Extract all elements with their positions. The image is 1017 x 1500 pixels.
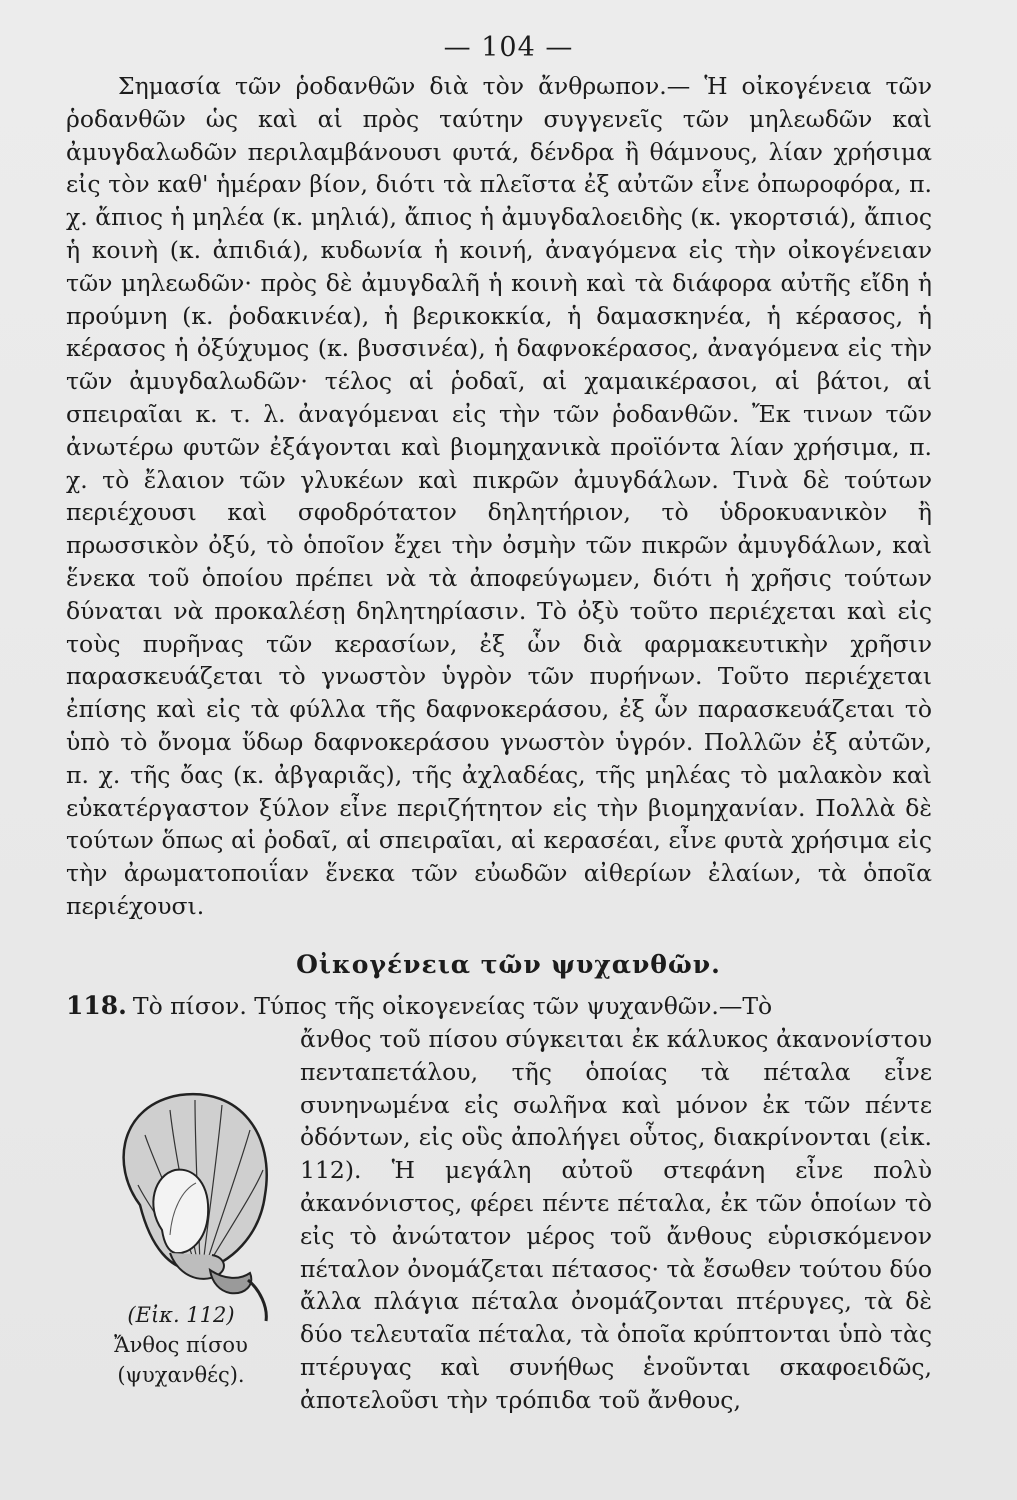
paragraph-118-heading: Τὸ πίσον. Τύπος τῆς οἰκογενείας τῶν ψυχανθῶν.—Τὸ: [132, 992, 773, 1020]
intro-paragraph: Σημασία τῶν ῥοδανθῶν διὰ τὸν ἄνθρωπον.— Ἡ οἰκογένεια τῶν ῥοδανθῶν ὡς καὶ αἱ πρὸς ταύτην συγγενεῖς τῶν μηλεωδῶν καὶ ἀμυγδαλωδῶν περιλαμβάνουσι φυτά, δένδρα ἢ θάμνους, λίαν χρήσιμα εἰς τὸν καθ' ἡμέραν βίον, διότι τὰ πλεῖστα ἐξ αὐτῶν εἶνε ὀπωροφόρα, π. χ. ἄπιος ἡ μηλέα (κ. μηλιά), ἄπιος ἡ ἀμυγδαλοειδὴς (κ. γκορτσιά), ἄπιος ἡ κοινὴ (κ. ἀπιδιά), κυδωνία ἡ κοινή, ἀναγόμενα εἰς τὴν οἰκογένειαν τῶν μηλεωδῶν· πρὸς δὲ ἀμυγδαλῆ ἡ κοινὴ καὶ τὰ διάφορα αὐτῆς εἴδη ἡ προύμνη (κ. ῥοδακινέα), ἡ βερικοκκία, ἡ δαμασκηνέα, ἡ κέρασος, ἡ κέρασος ἡ ὀξύχυμος (κ. βυσσινέα), ἡ δαφνοκέρασος, ἀναγόμενα εἰς τὴν τῶν ἀμυγδαλωδῶν· τέλος αἱ ῥοδαῖ, αἱ χαμαικέρασοι, αἱ βάτοι, αἱ σπειραῖαι κ. τ. λ. ἀναγόμεναι εἰς τὴν τῶν ῥοδανθῶν. Ἔκ τινων τῶν ἀνωτέρω φυτῶν ἐξάγονται καὶ βιομηχανικὰ προϊόντα λίαν χρήσιμα, π. χ. τὸ ἔλαιον τῶν γλυκέων καὶ πικρῶν ἀμυγδάλων. Τινὰ δὲ τούτων περιέχουσι καὶ σφοδρότατον δηλητήριον, τὸ ὑδροκυανικὸν ἢ πρωσσικὸν ὀξύ, τὸ ὁποῖον ἔχει τὴν ὀσμὴν τῶν πικρῶν ἀμυγδάλων, καὶ ἕνεκα τοῦ ὁποίου πρέπει νὰ τὰ ἀποφεύγωμεν, διότι ἡ χρῆσις τούτων δύναται νὰ προκαλέσῃ δηλητηρίασιν. Τὸ ὀξὺ τοῦτο περιέχεται καὶ εἰς τοὺς πυρῆνας τῶν κερασίων, ἐξ ὧν διὰ φαρμακευτικὴν χρῆσιν παρασκευάζεται τὸ γνωστὸν ὑγρὸν τῶν πυρήνων. Τοῦτο περιέχεται ἐπίσης καὶ εἰς τὰ φύλλα τῆς δαφνοκεράσου, ἐξ ὧν παρασκευάζεται τὸ ὑπὸ τὸ ὄνομα ὕδωρ δαφνοκεράσου γνωστὸν ὑγρόν. Πολλῶν ἐξ αὐτῶν, π. χ. τῆς ὄας (κ. ἀβγαριᾶς), τῆς ἀχλαδέας, τῆς μηλέας τὸ μαλακὸν καὶ εὐκατέργαστον ξύλον εἶνε περιζήτητον εἰς τὴν βιομηχανίαν. Πολλὰ δὲ τούτων ὅπως αἱ ῥοδαῖ, αἱ σπειραῖαι, αἱ κερασέαι, εἶνε φυτὰ χρήσιμα εἰς τὴν ἀρωματοποιΐαν ἕνεκα τῶν εὐωδῶν αἰθερίων ἐλαίων, τὰ ὁποῖα περιέχουσι.: [66, 72, 932, 920]
section-title: Οἰκογένεια τῶν ψυχανθῶν.: [296, 950, 721, 979]
pea-flower-icon: [100, 1075, 280, 1325]
paragraph-118-body: ἄνθος τοῦ πίσου σύγκειται ἐκ κάλυκος ἀκανονίστου πενταπετάλου, τῆς ὁποίας τὰ πέταλα εἶνε συνηνωμένα εἰς σωλῆνα καὶ μόνον ἐκ τῶν πέντε ὀδόντων, εἰς οὓς ἀπολήγει οὗτος, διακρίνονται (εἰκ. 112). Ἡ μεγάλη αὐτοῦ στεφάνη εἶνε πολὺ ἀκανόνιστος, φέρει πέντε πέταλα, ἐκ τῶν ὁποίων τὸ εἰς τὸ ἀνώτατον μέρος τοῦ ἄνθους εὑρισκόμενον πέταλον ὀνομάζεται πέτασος· τὰ ἔσωθεν τούτου δύο ἄλλα πλάγια πέταλα ὀνομάζονται πτέρυγες, τὰ δὲ δύο τελευταῖα πέταλα, τὰ ὁποῖα κρύπτονται ὑπὸ τὰς πτέρυγας καὶ συνήθως ἑνοῦνται σκαφοειδῶς, ἀποτελοῦσι τὴν τρόπιδα τοῦ ἄνθους,: [300, 1025, 932, 1414]
figure-label: (Εἰκ. 112): [127, 1303, 235, 1327]
paragraph-118-first-line: [66, 990, 932, 1023]
figure-caption: Ἄνθος πίσου (ψυχανθές).: [114, 1333, 248, 1387]
page-number: — 104 —: [443, 32, 574, 63]
paragraph-number: 118.: [66, 991, 127, 1020]
figure-caption-block: [66, 1300, 296, 1390]
intro-paragraph-block: [66, 70, 932, 923]
